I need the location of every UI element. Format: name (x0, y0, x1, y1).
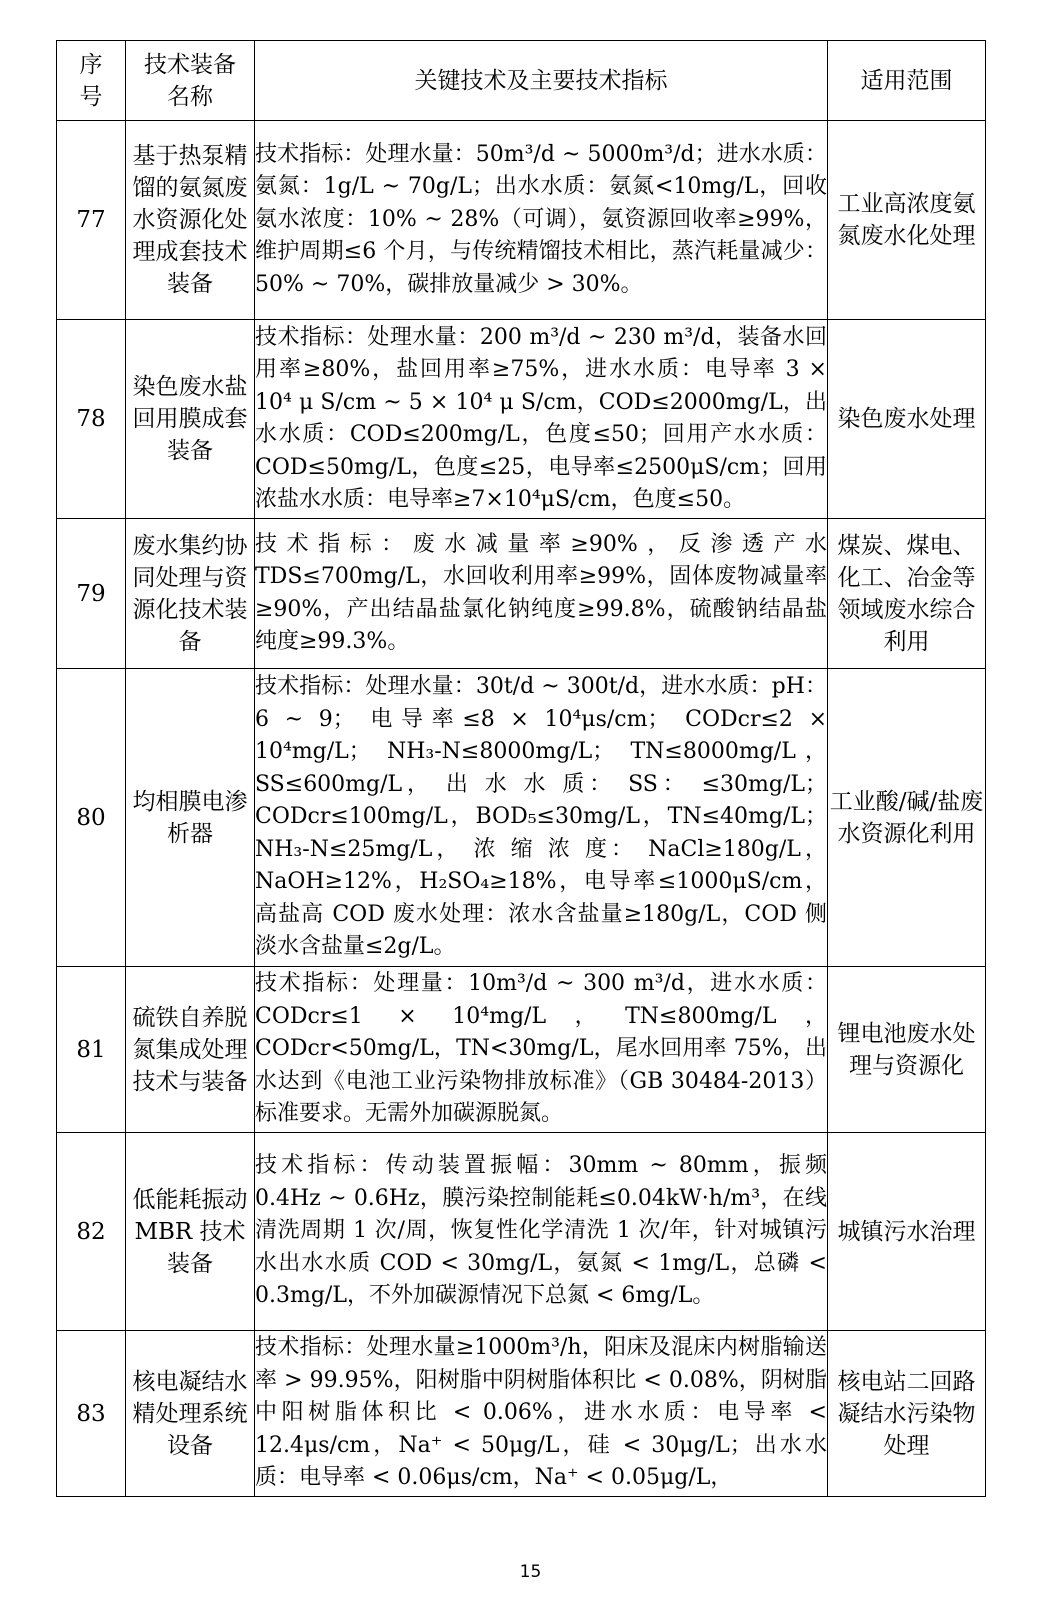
page-number: 15 (519, 1562, 542, 1582)
row-no: 83 (57, 1331, 126, 1497)
table-header-row (57, 41, 986, 121)
row-spec: 技术指标：处理水量≥1000m³/h，阳床及混床内树脂输送率 > 99.95%，阳树脂中阴树脂体积比 < 0.08%，阴树脂中阳树脂体积比 < 0.06%，进水水质：电导率 < 12.4μs/cm，Na⁺ < 50μg/L，硅 < 30μg/L；出水水质：电导率 < 0.06μs/cm，Na⁺ < 0.05μg/L， (255, 1331, 828, 1497)
table-row (57, 1331, 986, 1497)
row-no: 79 (57, 519, 126, 669)
header-spec: 关键技术及主要技术指标 (255, 41, 828, 121)
row-spec: 技术指标：处理水量：200 m³/d ~ 230 m³/d，装备水回用率≥80%，盐回用率≥75%，进水水质：电导率 3 × 10⁴ μ S/cm ~ 5 × 10⁴ μ S/cm，COD≤2000mg/L，出水水质：COD≤200mg/L，色度≤50；回用产水水质：COD≤50mg/L，色度≤25，电导率≤2500μS/cm；回用浓盐水水质：电导率≥7×10⁴μS/cm，色度≤50。 (255, 320, 828, 519)
table-row (57, 121, 986, 320)
row-name: 硫铁自养脱氮集成处理技术与装备 (126, 967, 255, 1133)
row-spec: 技术指标：处理水量：30t/d ~ 300t/d，进水水质：pH： 6 ~ 9； 电导率≤8 × 10⁴μs/cm； CODcr≤2 × 10⁴mg/L； NH₃-N≤8000mg/L； TN≤8000mg/L，SS≤600mg/L， 出 水 水 质： SS： ≤30mg/L；CODcr≤100mg/L，BOD₅≤30mg/L，TN≤40mg/L；NH₃-N≤25mg/L， 浓 缩 浓 度： NaCl≥180g/L，NaOH≥12%，H₂SO₄≥18%，电导率≤1000μS/cm，高盐高 COD 废水处理：浓水含盐量≥180g/L，COD 侧淡水含盐量≤2g/L。 (255, 669, 828, 967)
row-name: 基于热泵精馏的氨氮废水资源化处理成套技术装备 (126, 121, 255, 320)
row-scope: 染色废水处理 (828, 320, 986, 519)
row-name: 染色废水盐回用膜成套装备 (126, 320, 255, 519)
row-no: 80 (57, 669, 126, 967)
row-spec: 技术指标：处理量：10m³/d ~ 300 m³/d，进水水质：CODcr≤1 × 10⁴mg/L，TN≤800mg/L，CODcr<50mg/L，TN<30mg/L，尾水回用率 75%，出水达到《电池工业污染物排放标准》（GB 30484-2013）标准要求。无需外加碳源脱氮。 (255, 967, 828, 1133)
table-row (57, 669, 986, 967)
row-no: 81 (57, 967, 126, 1133)
row-no: 78 (57, 320, 126, 519)
row-name: 废水集约协同处理与资源化技术装备 (126, 519, 255, 669)
row-no: 77 (57, 121, 126, 320)
table-row (57, 320, 986, 519)
row-spec: 技术指标：传动装置振幅：30mm ~ 80mm，振频 0.4Hz ~ 0.6Hz，膜污染控制能耗≤0.04kW·h/m³，在线清洗周期 1 次/周，恢复性化学清洗 1 次/年，针对城镇污水出水水质 COD < 30mg/L，氨氮 < 1mg/L，总磷 < 0.3mg/L，不外加碳源情况下总氮 < 6mg/L。 (255, 1133, 828, 1331)
header-scope: 适用范围 (828, 41, 986, 121)
table-row (57, 519, 986, 669)
table-row (57, 1133, 986, 1331)
table-row (57, 967, 986, 1133)
row-scope: 城镇污水治理 (828, 1133, 986, 1331)
row-scope: 煤炭、煤电、化工、冶金等领域废水综合利用 (828, 519, 986, 669)
row-scope: 工业高浓度氨氮废水化处理 (828, 121, 986, 320)
row-name: 均相膜电渗析器 (126, 669, 255, 967)
header-no: 序 号 (57, 41, 126, 121)
row-spec: 技术指标：废水减量率≥90%，反渗透产水 TDS≤700mg/L，水回收利用率≥99%，固体废物减量率≥90%，产出结晶盐氯化钠纯度≥99.8%，硫酸钠结晶盐纯度≥99.3%。 (255, 519, 828, 669)
row-scope: 锂电池废水处理与资源化 (828, 967, 986, 1133)
row-name: 低能耗振动 MBR 技术装备 (126, 1133, 255, 1331)
row-spec: 技术指标：处理水量：50m³/d ~ 5000m³/d；进水水质：氨氮：1g/L ~ 70g/L；出水水质：氨氮<10mg/L，回收氨水浓度：10% ~ 28%（可调），氨资源回收率≥99%，维护周期≤6 个月，与传统精馏技术相比，蒸汽耗量减少：50% ~ 70%，碳排放量减少 > 30%。 (255, 121, 828, 320)
row-scope: 工业酸/碱/盐废水资源化利用 (828, 669, 986, 967)
equipment-table (56, 40, 986, 1497)
row-scope: 核电站二回路凝结水污染物处理 (828, 1331, 986, 1497)
header-name: 技术装备 名称 (126, 41, 255, 121)
row-name: 核电凝结水精处理系统设备 (126, 1331, 255, 1497)
row-no: 82 (57, 1133, 126, 1331)
